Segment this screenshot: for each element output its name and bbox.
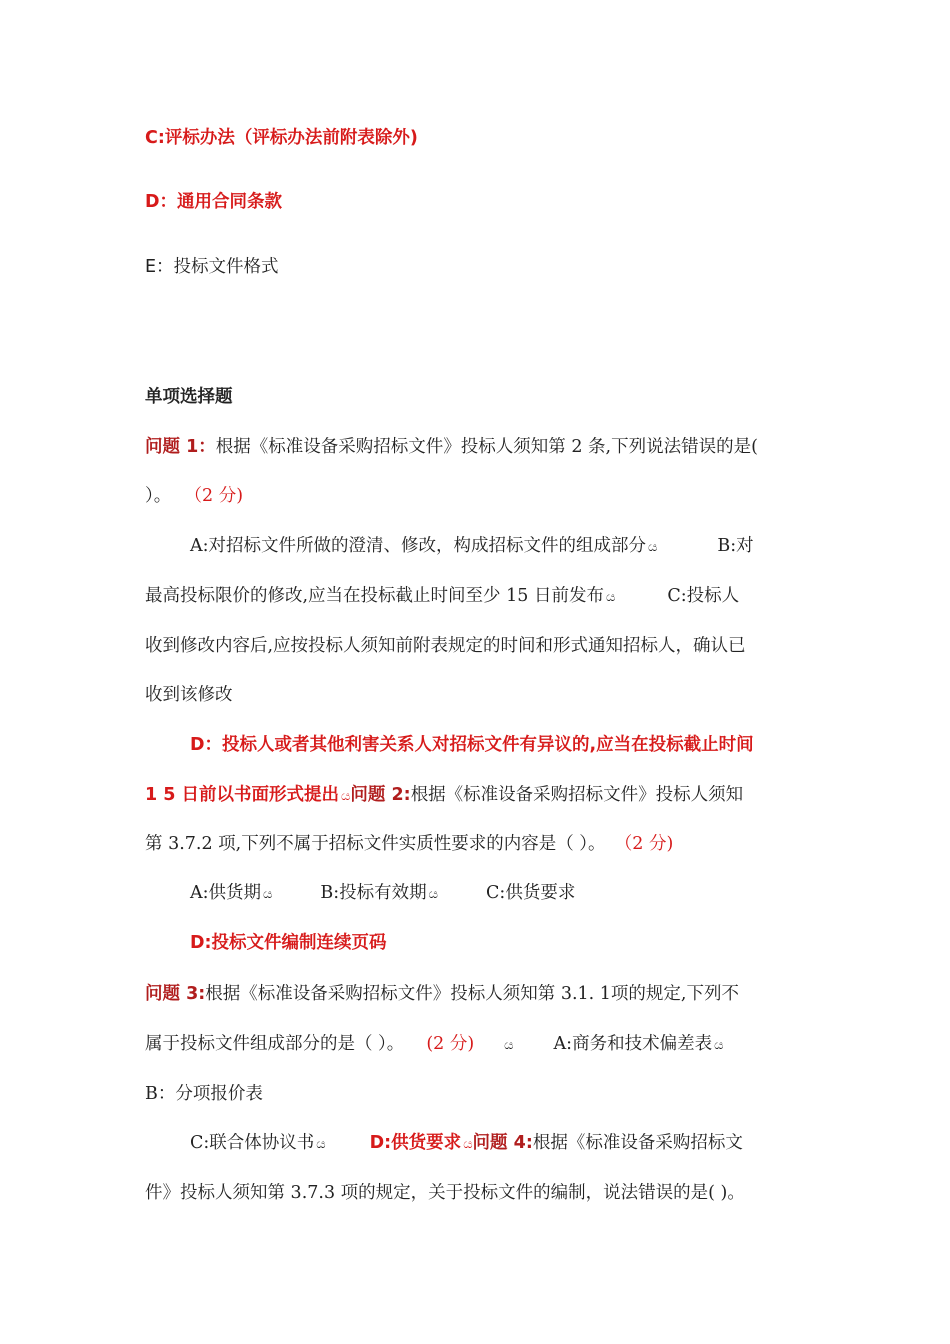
section-title: 单项选择题 (145, 387, 233, 407)
q1-line-6: 收到该修改 (145, 685, 233, 705)
q1-option-d-end: 1 5 日前以书面形式提出 (145, 785, 340, 805)
q1-line-2 (145, 481, 243, 511)
q3-line-2 (145, 1029, 723, 1061)
q3-option-c: C:联合体协议书 (190, 1133, 315, 1153)
q2-line-2 (145, 829, 673, 859)
q1-line-1 (145, 432, 758, 462)
mark-icon: ය (463, 1137, 473, 1152)
q4-stem-1: 根据《标准设备采购招标文 (532, 1133, 743, 1153)
mark-icon: ය (428, 887, 439, 902)
q3-stem-2: 属于投标文件组成部分的是（ ）。 (145, 1034, 405, 1054)
q2-option-d: D:投标文件编制连续页码 (190, 933, 387, 953)
mark-icon: ය (714, 1038, 724, 1053)
q3-stem-1: 根据《标准设备采购招标文件》投标人须知第 3.1. 1项的规定,下列不 (205, 984, 739, 1004)
q3-q4-line (190, 1128, 743, 1160)
mark-icon: ය (263, 887, 273, 902)
q1-label: 问题 1： (145, 437, 216, 457)
q2-score: （2 分) (623, 834, 674, 854)
mark-icon: ය (341, 789, 351, 804)
q1-line-5: 收到修改内容后,应按投标人须知前附表规定的时间和形式通知招标人，确认已 (145, 636, 746, 656)
q3-label: 问题 3: (145, 984, 206, 1004)
mark-icon: ය (504, 1038, 514, 1053)
q1-score: （2 分) (193, 486, 244, 506)
option-c-prev: C:评标办法（评标办法前附表除外) (145, 128, 418, 148)
q2-stem-2: 第 3.7.2 项,下列不属于招标文件实质性要求的内容是（ ）。 (145, 834, 606, 854)
q2-options-line (190, 878, 575, 910)
mark-icon: ය (648, 540, 658, 555)
q2-option-c: C:供货要求 (486, 883, 576, 903)
q1-stem-1: 根据《标准设备采购招标文件》投标人须知第 2 条,下列说法错误的是( (215, 437, 758, 457)
q3-line-1 (145, 979, 739, 1009)
q2-option-b: B:投标有效期 (320, 883, 427, 903)
q3-option-b: B：分项报价表 (145, 1084, 263, 1104)
q1-stem-2: ）。 (145, 486, 172, 506)
option-e-prev: E：投标文件格式 (145, 257, 279, 277)
q1-option-d: D：投标人或者其他利害关系人对招标文件有异议的,应当在投标截止时间 (190, 735, 754, 755)
q4-line-2: 件》投标人须知第 3.7.3 项的规定，关于投标文件的编制，说法错误的是( )。 (145, 1183, 745, 1203)
q1-option-b-end: 最高投标限价的修改,应当在投标截止时间至少 15 日前发布 (145, 586, 604, 606)
q3-option-d: D:供货要求 (369, 1133, 462, 1153)
mark-icon: ය (605, 590, 616, 605)
q1-q2-line (145, 780, 743, 812)
q4-label: 问题 4: (472, 1133, 533, 1153)
q2-option-a: A:供货期 (190, 883, 262, 903)
q1-option-c-start: C:投标人 (667, 586, 740, 606)
q3-option-a: A:商务和技术偏差表 (553, 1034, 713, 1054)
q1-line-4 (145, 581, 739, 613)
q2-label: 问题 2: (350, 785, 411, 805)
q3-score: (2 分) (426, 1034, 475, 1054)
q1-option-b-start: B:对 (717, 536, 754, 556)
q1-line-3 (190, 531, 754, 563)
q1-option-a: A:对招标文件所做的澄清、修改，构成招标文件的组成部分 (190, 536, 647, 556)
option-d-prev: D：通用合同条款 (145, 192, 283, 212)
mark-icon: ය (316, 1137, 326, 1152)
q2-stem-1: 根据《标准设备采购招标文件》投标人须知 (410, 785, 744, 805)
